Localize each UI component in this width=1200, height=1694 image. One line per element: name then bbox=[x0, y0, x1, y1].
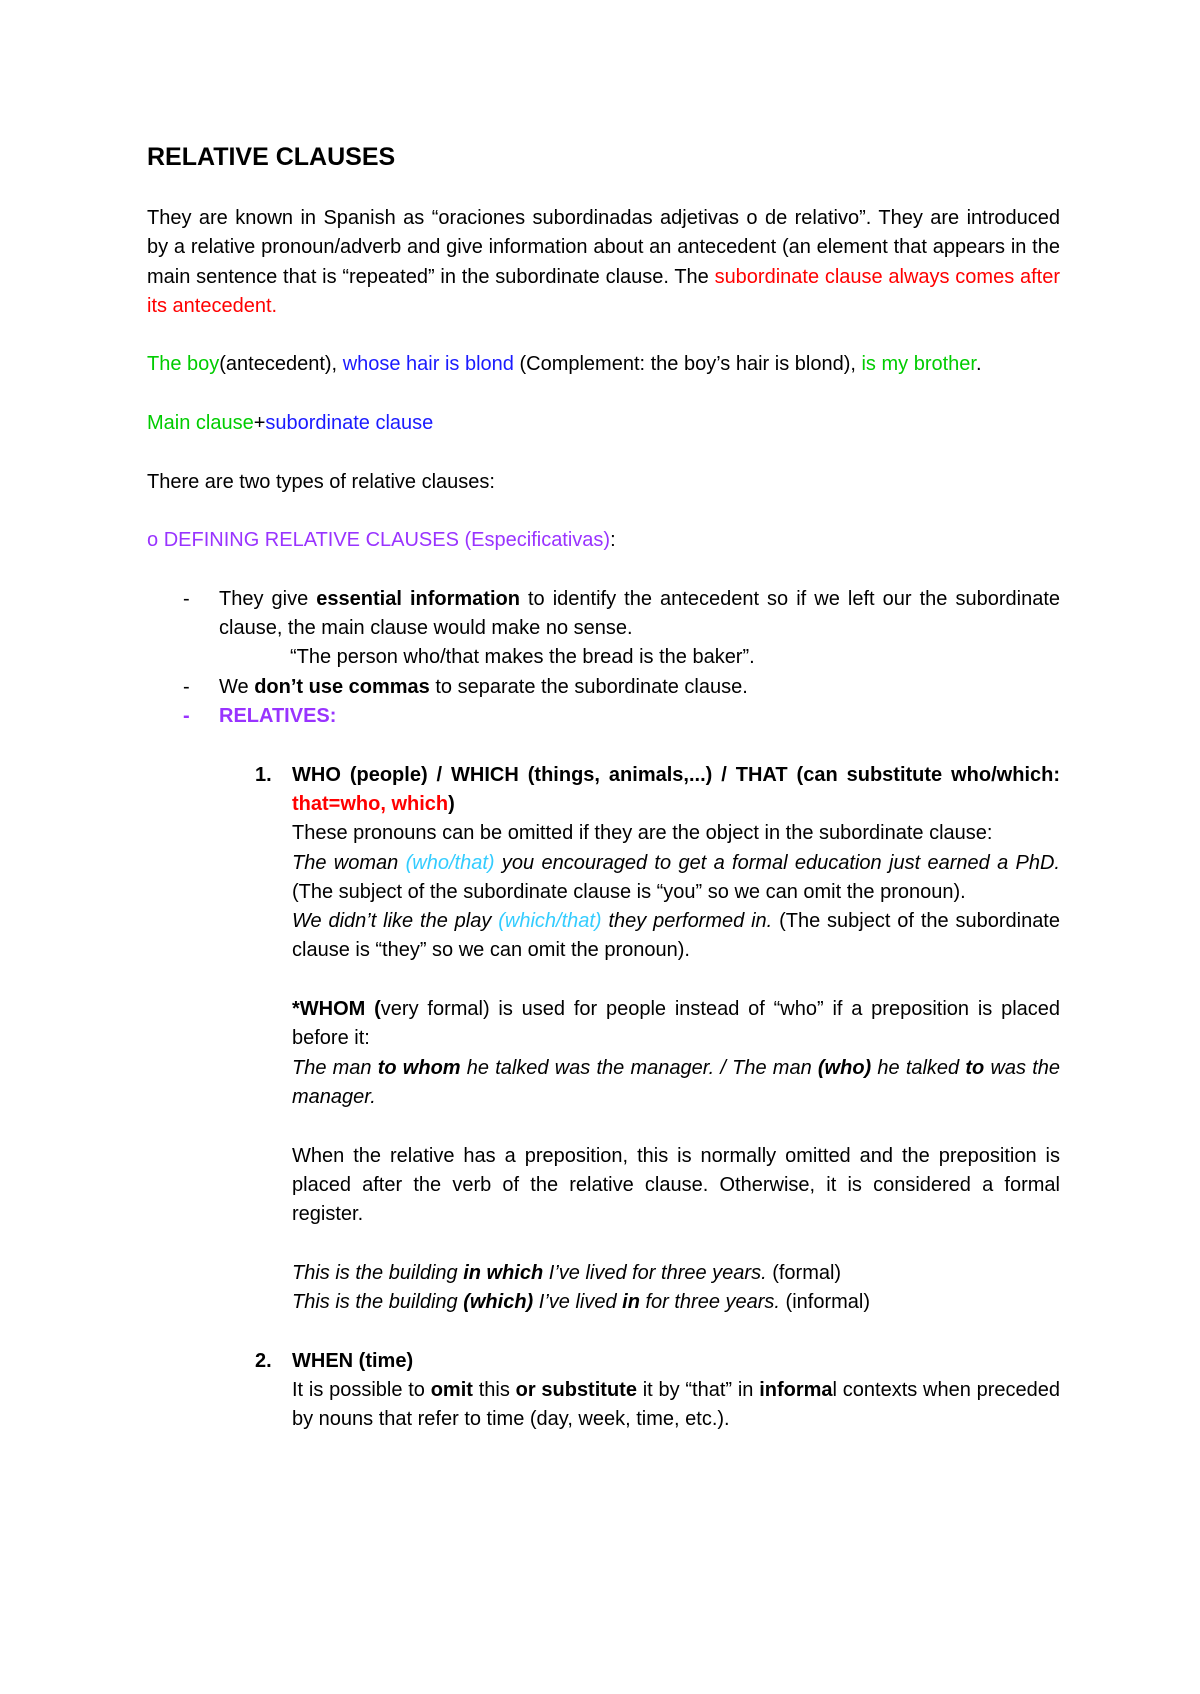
defining-colon: : bbox=[610, 529, 616, 552]
ex-text: they performed in. bbox=[601, 910, 773, 933]
example-main-verb: is my brother bbox=[861, 353, 976, 376]
item2-bold: or substitute bbox=[515, 1378, 637, 1401]
ex-text: for three years. bbox=[639, 1290, 780, 1313]
item1-omit: These pronouns can be omitted if they are the object in the subordinate clause: bbox=[292, 822, 993, 845]
relatives-heading: RELATIVES: bbox=[219, 705, 337, 728]
ex-text: I’ve lived for three years. bbox=[543, 1261, 767, 1284]
whom-bold: *WHOM ( bbox=[292, 998, 381, 1021]
document-page bbox=[147, 140, 1060, 1434]
item2-text bbox=[147, 1376, 1060, 1435]
ex-note: (formal) bbox=[766, 1261, 842, 1284]
item1-heading-text: WHO (people) / WHICH (things, animals,...) / THAT (can substitute who/which: bbox=[292, 763, 1060, 786]
bullet-text: to separate the subordinate clause. bbox=[429, 675, 748, 698]
example-relative-clause: whose hair is blond bbox=[342, 353, 514, 376]
ex-text: you encouraged to get a formal education just earned a PhD. bbox=[494, 851, 1060, 874]
item2-heading bbox=[147, 1347, 1060, 1376]
defining-bullet-list bbox=[147, 585, 1060, 644]
item2-heading-text: WHEN (time) bbox=[292, 1349, 414, 1372]
item2-bold: omit bbox=[430, 1378, 473, 1401]
bullet-bold: don’t use commas bbox=[254, 675, 430, 698]
item2-part: l contexts when preceded by nouns that refer to time (day, week, time, etc.). bbox=[292, 1378, 1061, 1431]
dash: - bbox=[183, 587, 190, 610]
defining-heading bbox=[147, 526, 1060, 555]
list-item bbox=[147, 585, 1060, 644]
structure-sub: subordinate clause bbox=[265, 412, 434, 435]
defining-heading-text: DEFINING RELATIVE CLAUSES (Especificativas) bbox=[163, 529, 611, 552]
item1-example-1 bbox=[147, 849, 1060, 908]
ex-bold: in which bbox=[463, 1261, 544, 1284]
defining-bullet: o bbox=[147, 529, 164, 552]
ex-note: (The subject of the subordinate clause is “they” so we can omit the pronoun). bbox=[292, 910, 1060, 962]
ex-text: This is the building bbox=[292, 1290, 464, 1313]
dash: - bbox=[183, 705, 190, 728]
ex-text: The man bbox=[292, 1056, 378, 1079]
dash: - bbox=[183, 675, 190, 698]
preposition-paragraph: When the relative has a preposition, this is normally omitted and the preposition is placed after the verb of the relative clause. Otherwise, it is considered a formal register. bbox=[292, 1144, 1060, 1226]
defining-bullet-list-2 bbox=[147, 673, 1060, 732]
bullet-text: We bbox=[219, 675, 255, 698]
item1-heading-close: ) bbox=[448, 792, 455, 815]
example-sentence bbox=[147, 350, 1060, 379]
ex-text: was the manager. bbox=[292, 1056, 1060, 1108]
intro-highlight: subordinate clause always comes after its antecedent. bbox=[147, 265, 1060, 317]
list-item bbox=[147, 702, 1060, 731]
whom-text: very formal) is used for people instead of “who” if a preposition is placed before it: bbox=[292, 998, 1061, 1050]
types-intro: There are two types of relative clauses: bbox=[147, 470, 495, 493]
structure-main: Main clause bbox=[147, 412, 254, 435]
example-period: . bbox=[975, 353, 982, 376]
ex-bold: to bbox=[965, 1056, 985, 1079]
intro-text: They are known in Spanish as “oraciones subordinadas adjetivas o de relativo”. They are introduced by a relative pronoun/adverb and give information about an antecedent (an element that appears in the main sentence that is “repeated” in the subordinate clause. The bbox=[147, 207, 1060, 288]
ex-text: This is the building bbox=[292, 1261, 464, 1284]
page-title: RELATIVE CLAUSES bbox=[147, 143, 396, 171]
item1-heading bbox=[147, 761, 1060, 820]
formal-example bbox=[147, 1259, 1060, 1288]
ex-relative: (which/that) bbox=[498, 910, 602, 933]
item1-heading-highlight: that=who, which bbox=[292, 792, 449, 815]
item2-part: it by “that” in bbox=[636, 1378, 760, 1401]
informal-example bbox=[147, 1288, 1060, 1317]
item-number: 2. bbox=[255, 1349, 272, 1372]
ex-note: (informal) bbox=[779, 1290, 870, 1313]
intro-paragraph bbox=[147, 204, 1060, 321]
bullet-quote: “The person who/that makes the bread is the baker”. bbox=[290, 646, 755, 669]
bullet-text: They give bbox=[219, 587, 317, 610]
ex-note: (The subject of the subordinate clause is “you” so we can omit the pronoun). bbox=[292, 880, 966, 903]
ex-bold: (who) bbox=[817, 1056, 872, 1079]
ex-text: The woman bbox=[292, 851, 406, 874]
item2-part: It is possible to bbox=[292, 1378, 431, 1401]
item2-part: this bbox=[472, 1378, 516, 1401]
example-antecedent-note: (antecedent), bbox=[219, 353, 343, 376]
whom-paragraph bbox=[147, 995, 1060, 1054]
list-item bbox=[147, 673, 1060, 702]
item1-example-2 bbox=[147, 907, 1060, 966]
example-antecedent: The boy bbox=[147, 353, 220, 376]
ex-text: he talked was the manager. / The man bbox=[460, 1056, 818, 1079]
bullet-text: to identify the antecedent so if we left our the subordinate clause, the main clause would make no sense. bbox=[219, 587, 1060, 640]
ex-text: he talked bbox=[871, 1056, 966, 1079]
example-complement-note: (Complement: the boy’s hair is blond), bbox=[513, 353, 862, 376]
structure-plus: + bbox=[253, 412, 266, 435]
bullet-bold: essential information bbox=[316, 587, 520, 610]
structure-line bbox=[147, 409, 1060, 438]
ex-text: I’ve lived bbox=[533, 1290, 623, 1313]
ex-relative: (who/that) bbox=[405, 851, 495, 874]
ex-bold: to whom bbox=[377, 1056, 461, 1079]
whom-example bbox=[147, 1054, 1060, 1113]
ex-bold: in bbox=[622, 1290, 640, 1313]
item-number: 1. bbox=[255, 763, 272, 786]
item2-bold: informa bbox=[759, 1378, 833, 1401]
ex-bold: (which) bbox=[463, 1290, 534, 1313]
ex-text: We didn’t like the play bbox=[292, 910, 499, 933]
